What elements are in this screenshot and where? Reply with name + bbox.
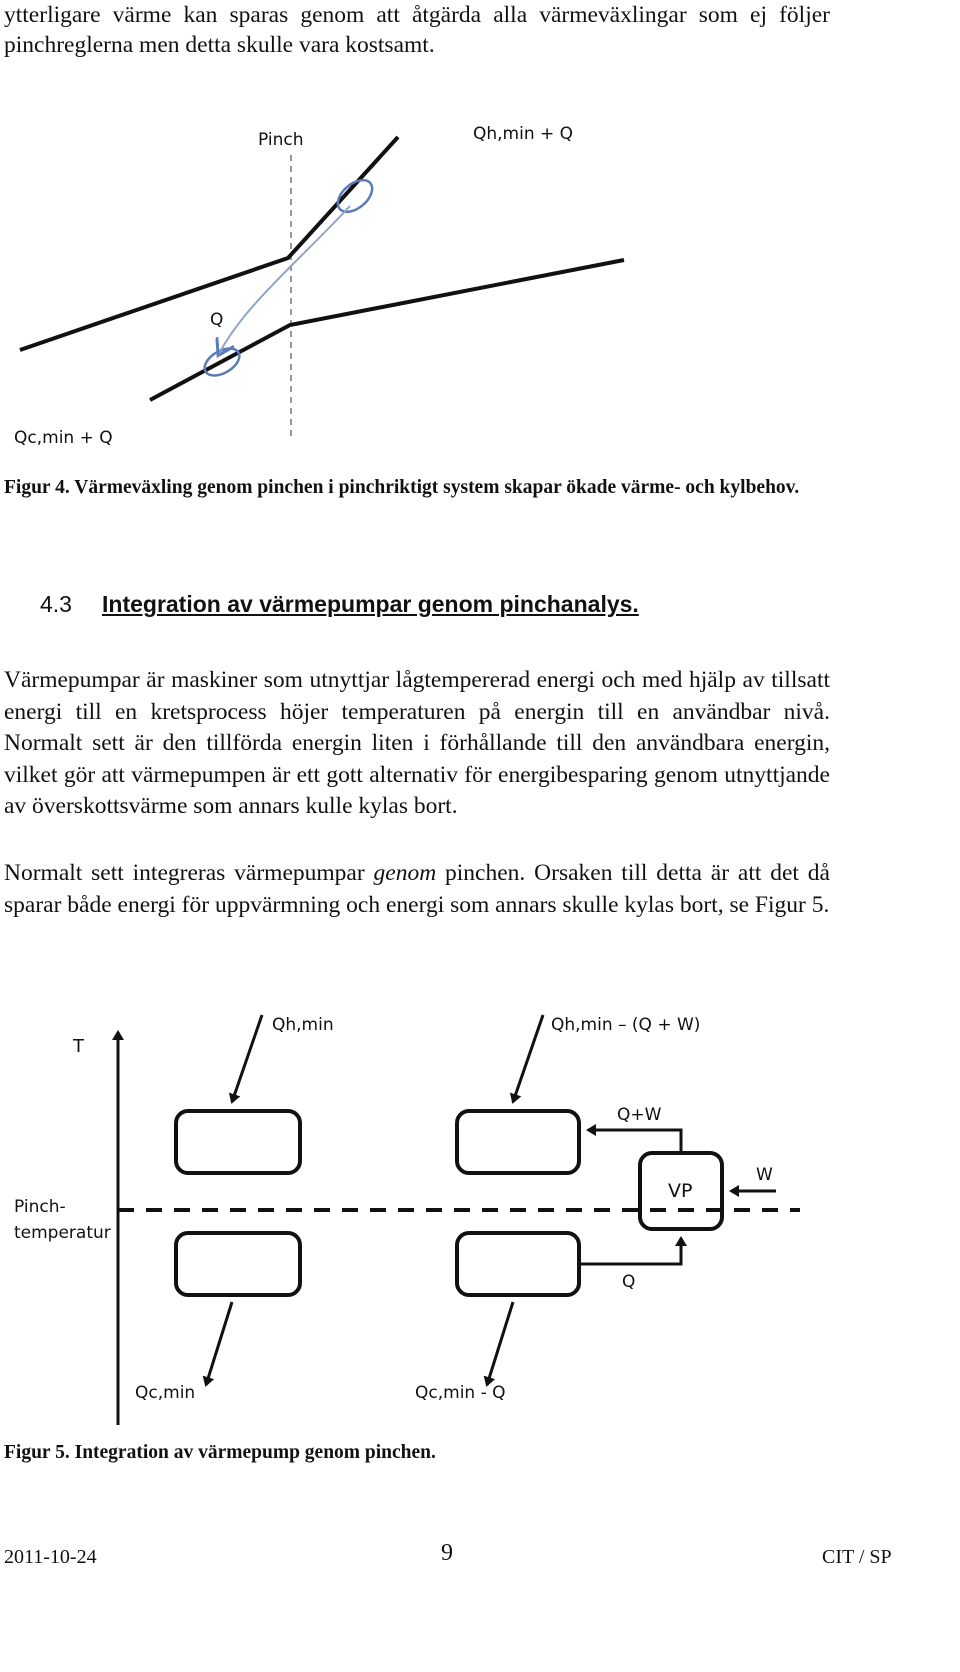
left-lower-box bbox=[176, 1233, 300, 1295]
pinch-temp-label-2: temperatur bbox=[14, 1223, 111, 1243]
hot-composite-curve bbox=[20, 137, 398, 350]
pinch-temp-label-1: Pinch- bbox=[14, 1197, 66, 1217]
paragraph-2 bbox=[4, 858, 830, 921]
figure-5-diagram bbox=[0, 990, 960, 1440]
qc-label: Qc,min + Q bbox=[14, 428, 113, 448]
figure-5-caption: Figur 5. Integration av värmepump genom pinchen. bbox=[4, 1442, 436, 1463]
pinch-label: Pinch bbox=[258, 130, 304, 150]
left-cold-utility-arrow bbox=[206, 1302, 232, 1385]
right-cold-utility-arrow bbox=[487, 1302, 513, 1385]
footer-organization: CIT / SP bbox=[822, 1546, 892, 1568]
right-lower-box bbox=[457, 1233, 579, 1295]
paragraph-1: Värmepumpar är maskiner som utnyttjar lågtempererad energi och med hjälp av tillsatt energi till en kretsprocess höjer temperaturen på energin till en användbar nivå. Normalt sett är den tillförda energin liten i förhållande till den användbara energin, vilket gör att värmepumpen är ett gott alternativ för energibesparing genom utnyttjande av överskottsvärme som annars kulle kylas bort. bbox=[4, 667, 830, 819]
intro-text: ytterligare värme kan sparas genom att åtgärda alla värmeväxlingar som ej följer pinchreglerna men detta skulle vara kostsamt. bbox=[4, 2, 830, 58]
vp-label: VP bbox=[668, 1180, 693, 1202]
heat-pump-input-arrow bbox=[579, 1238, 681, 1264]
heat-pump-output-arrow bbox=[588, 1130, 681, 1153]
qc-min-label: Qc,min bbox=[135, 1383, 196, 1403]
qh-label: Qh,min + Q bbox=[473, 124, 574, 144]
paragraph-2-emphasis: genom bbox=[373, 860, 437, 886]
q-label-fig5: Q bbox=[622, 1272, 636, 1292]
right-upper-box bbox=[457, 1111, 579, 1173]
right-hot-utility-arrow bbox=[513, 1015, 543, 1102]
figure-4-diagram bbox=[0, 100, 960, 470]
paragraph-2-text-a: Normalt sett integreras värmepumpar bbox=[4, 860, 374, 886]
left-hot-utility-arrow bbox=[232, 1015, 262, 1102]
left-upper-box bbox=[176, 1111, 300, 1173]
w-label: W bbox=[756, 1165, 773, 1185]
section-heading bbox=[40, 591, 639, 618]
transfer-arrow bbox=[220, 206, 350, 352]
section-number: 4.3 bbox=[40, 591, 72, 617]
qh-min-label: Qh,min bbox=[272, 1015, 334, 1035]
footer-date: 2011-10-24 bbox=[4, 1546, 97, 1568]
upper-exchange-marker bbox=[332, 174, 378, 218]
qc-min-minus-label: Qc,min - Q bbox=[415, 1383, 506, 1403]
t-axis-label: T bbox=[73, 1036, 84, 1057]
footer-page-number: 9 bbox=[441, 1540, 453, 1566]
figure-4-caption: Figur 4. Värmeväxling genom pinchen i pinchriktigt system skapar ökade värme- och kylbehov. bbox=[4, 477, 800, 498]
paragraph-2-text-b: pinchen. Orsaken till detta är att det då sparar både energi för uppvärmning och energi som annars skulle kylas bort, se Figur 5. bbox=[4, 860, 830, 918]
q-plus-w-label: Q+W bbox=[617, 1105, 662, 1125]
section-title: Integration av värmepumpar genom pinchanalys. bbox=[102, 591, 639, 617]
qh-min-minus-label: Qh,min – (Q + W) bbox=[551, 1015, 701, 1035]
q-label: Q bbox=[210, 310, 224, 330]
